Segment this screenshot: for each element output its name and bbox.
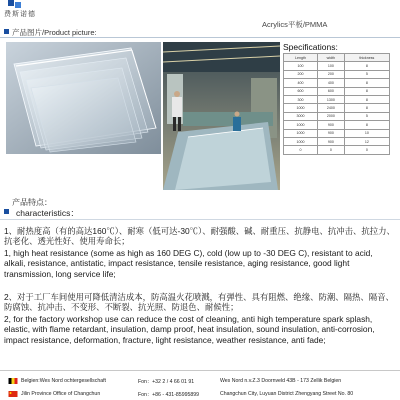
- features-title-zh: 产品特点：: [12, 198, 52, 207]
- table-cell: 8: [344, 104, 389, 112]
- table-cell: 2400: [318, 104, 345, 112]
- table-cell: 1000: [284, 104, 318, 112]
- table-cell: 200: [318, 70, 345, 78]
- table-cell: 5: [344, 112, 389, 120]
- table-cell: 1000: [284, 137, 318, 145]
- specifications-title: Specifications:: [283, 42, 338, 52]
- company-name: 费斯诺德: [4, 11, 36, 18]
- table-cell: 100: [284, 62, 318, 70]
- table-cell: 0: [344, 146, 389, 154]
- table-cell: 300: [284, 95, 318, 103]
- table-cell: 8: [344, 95, 389, 103]
- footer-address: Changchun City, Luyuan District Zhengyang Street No. 80: [220, 391, 354, 397]
- table-row: [284, 129, 390, 137]
- section-bullet: [4, 29, 9, 34]
- column-header: width: [318, 54, 345, 62]
- feature-paragraph-2-zh: 2、对于工厂车间使用可降低清洁成本，防高温火花喷溅，有弹性、具有阻燃、绝缘、防潮、隔热、隔音、防腐蚀、抗冲击、不变形、不断裂、抗光照、防退色、耐候性；: [4, 292, 394, 313]
- table-cell: 200: [284, 70, 318, 78]
- product-picture-label: 产品图片/Product picture:: [12, 28, 97, 37]
- table-cell: 400: [318, 79, 345, 87]
- product-name: Acrylics平板/PMMA: [262, 20, 328, 29]
- column-header: thickness: [344, 54, 389, 62]
- footer-divider: [0, 370, 400, 371]
- table-cell: 1000: [284, 129, 318, 137]
- table-cell: 10: [344, 129, 389, 137]
- footer-address: Wes Nord n.v.Z.3 Doornveld 43B - 173 Zellik Belgien: [220, 378, 342, 384]
- table-cell: 8: [344, 62, 389, 70]
- table-cell: 0: [284, 146, 318, 154]
- footer-row-belgium: [8, 377, 398, 387]
- table-row: [284, 87, 390, 95]
- feature-paragraph-1-en: 1, high heat resistance (some as high as 160 DEG C), cold (low up to -30 DEG C), resistant to acid, alkali, resistance, antistatic, impact resistance, tensile resistance, aging resistance, good light transmission, long service life;: [4, 248, 373, 279]
- table-cell: 900: [318, 137, 345, 145]
- table-cell: 100: [318, 62, 345, 70]
- column-header: Length: [284, 54, 318, 62]
- table-row: [284, 70, 390, 78]
- table-cell: 3000: [284, 112, 318, 120]
- table-cell: 2000: [318, 112, 345, 120]
- features-divider: [0, 219, 400, 220]
- table-cell: 12: [344, 137, 389, 145]
- table-row: [284, 104, 390, 112]
- china-flag-icon: [8, 391, 18, 397]
- table-cell: 8: [344, 87, 389, 95]
- specifications-table: [283, 53, 390, 155]
- table-row: [284, 121, 390, 129]
- table-row: [284, 137, 390, 145]
- table-cell: 5: [344, 70, 389, 78]
- table-row: [284, 79, 390, 87]
- table-cell: 900: [318, 129, 345, 137]
- footer-phone: Fon：+32 2 / 4 66 01 91: [138, 379, 195, 385]
- table-cell: 8: [344, 121, 389, 129]
- table-header-row: [284, 54, 390, 62]
- table-cell: 600: [318, 87, 345, 95]
- belgium-flag-icon: [8, 378, 18, 384]
- feature-paragraph-2-en: 2, for the factory workshop use can reduce the cost of cleaning, anti high temperature spark splash, elastic, with flame retardant, insulation, damp proof, heat insulation, sound insulation, anti-corrosion, impact resistance, deformation, fracture, light resistance, weather resistance, anti fade;: [4, 314, 375, 345]
- footer-row-china: [8, 390, 398, 400]
- header-divider: [0, 37, 400, 38]
- table-row: [284, 62, 390, 70]
- table-cell: 600: [284, 87, 318, 95]
- table-cell: 0: [318, 146, 345, 154]
- factory-photo: [163, 42, 280, 190]
- table-cell: 900: [318, 121, 345, 129]
- acrylic-sheets-photo: [6, 42, 161, 154]
- footer-office: Belgien:Wes Nord ochtergesellschaft: [21, 378, 106, 384]
- table-cell: 1000: [284, 121, 318, 129]
- table-row: [284, 95, 390, 103]
- table-row: [284, 146, 390, 154]
- footer-office: Jilin Province Office of Changchun: [21, 391, 101, 397]
- features-title-en: characteristics：: [16, 208, 79, 218]
- table-cell: 8: [344, 79, 389, 87]
- table-cell: 1300: [318, 95, 345, 103]
- footer-phone: Fon：+86 - 431-85995899: [138, 392, 199, 398]
- table-row: [284, 112, 390, 120]
- table-cell: 400: [284, 79, 318, 87]
- company-logo-icon: [8, 0, 22, 9]
- feature-paragraph-1-zh: 1、耐热度高（有的高达160℃）、耐寒（低可达-30℃）、耐强酸、碱、耐重压、抗静电、抗冲击、抗拉力、抗老化、透光性好、使用寿命长；: [4, 226, 395, 247]
- section-bullet: [4, 209, 9, 214]
